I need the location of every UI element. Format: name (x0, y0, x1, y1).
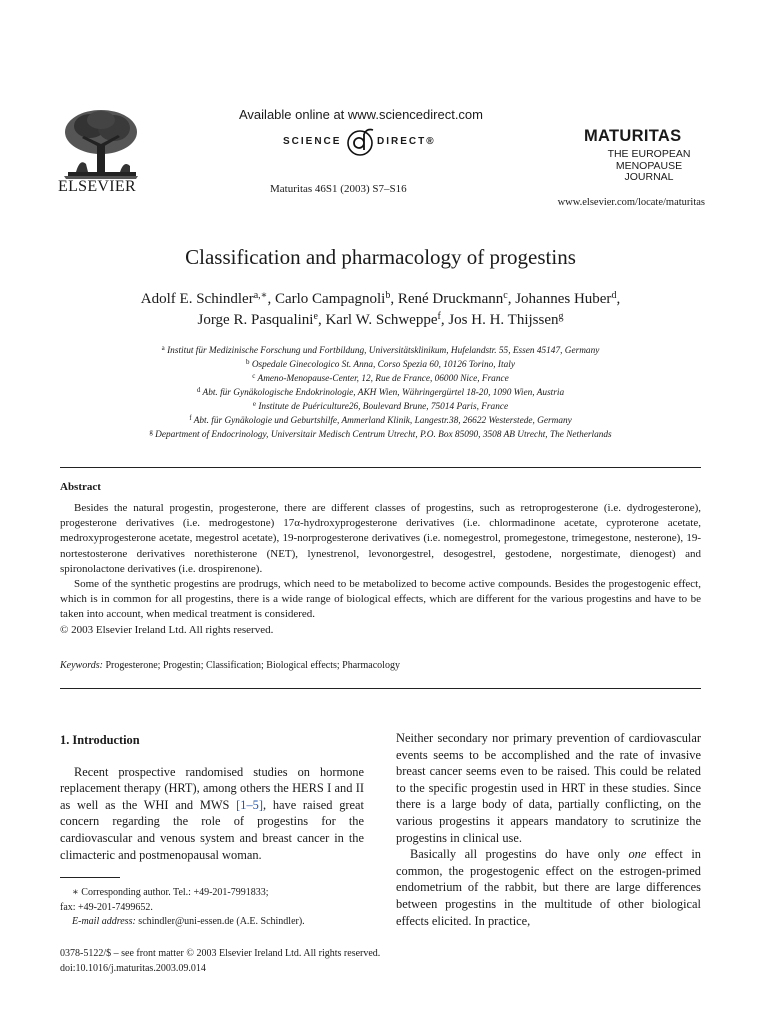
author-list (60, 290, 701, 308)
keywords-list: Progesterone; Progestin; Classification; Biological effects; Pharmacology (105, 660, 400, 671)
publisher-name: ELSEVIER (58, 178, 136, 195)
author-affiliation-mark[interactable]: c (503, 290, 508, 301)
keywords-label: Keywords: (60, 660, 103, 671)
sciencedirect-d-icon (345, 126, 377, 158)
keywords (60, 660, 701, 671)
journal-subtitle-line: MENOPAUSE (615, 159, 683, 172)
author-name: Jorge R. Pasqualini (197, 312, 314, 328)
affiliation-text: Ameno-Menopause-Center, 12, Rue de France, 06000 Nice, France (257, 374, 509, 384)
body-text: Basically all progestins do have only (410, 847, 629, 862)
abstract-bottom-rule (60, 688, 701, 689)
author-separator: , (440, 312, 449, 328)
journal-subtitle (589, 149, 709, 184)
available-online-text: Available online at www.sciencedirect.com (239, 107, 483, 122)
sciencedirect-logo (283, 126, 483, 158)
affiliation-mark: a (161, 344, 165, 352)
body-emphasis: one (628, 847, 647, 862)
author-separator: , (390, 291, 398, 307)
right-column (396, 730, 701, 929)
author-separator: , (616, 291, 621, 307)
journal-url-link[interactable]: www.elsevier.com/locate/maturitas (557, 197, 705, 208)
author-name: Adolf E. Schindler (140, 291, 254, 307)
author-name: Jos H. H. Thijssen (448, 312, 559, 328)
author-name: Karl W. Schweppe (325, 312, 438, 328)
journal-subtitle-line: THE EUROPEAN (607, 148, 691, 160)
body-text: Recent prospective randomised studies on hormone replacement therapy (HRT), among others the HERS I and II as well as the WHI and MWS (60, 764, 364, 812)
affiliation-mark: g (149, 428, 153, 436)
body-paragraph (60, 764, 364, 864)
article-title: Classification and pharmacology of progestins (185, 245, 576, 269)
issn-line: 0378-5122/$ – see front matter © 2003 Elsevier Ireland Ltd. All rights reserved. (60, 948, 381, 959)
elsevier-logo (58, 108, 144, 196)
sd-right-text: DIRECT® (377, 136, 436, 147)
author-affiliation-mark[interactable]: g (558, 311, 564, 322)
affiliation-mark: b (246, 358, 250, 366)
author-affiliation-mark[interactable]: d (611, 290, 617, 301)
email-link[interactable]: schindler@uni-essen.de (A.E. Schindler). (138, 916, 305, 927)
author-name: Carlo Campagnoli (274, 291, 386, 307)
affiliation-text: Department of Endocrinology, Universitair Medisch Centrum Utrecht, P.O. Box 85090, 3508 AB Utrecht, The Netherlands (155, 430, 612, 440)
affiliation-mark: c (252, 372, 256, 380)
abstract-body (60, 501, 701, 638)
journal-citation: Maturitas 46S1 (2003) S7–S16 (270, 183, 407, 195)
abstract-paragraph: Besides the natural progestin, progesterone, there are different classes of progestins, such as retroprogesterone (i.e. dydrogesterone), progesterone derivatives (i.e. medrogestone) 17α-hydroxyprogesterone derivatives (i.e. chlormadinone acetate, cyproterone acetate, medroxyprogesterone acetate, megestrol acetate), 19-norprogesterone derivatives (i.e. nomegestrol, promegestone, trimegestone, nesterone), 19-nortestosterone derivatives norethisterone (NET), lynestrenol, levonorgestrel, desogestrel, gestodene, norgestimate, dienogest) and spironolactone derivatives (i.e. drospirenone). (60, 502, 701, 575)
front-matter-notes (60, 947, 560, 976)
footnote-rule (60, 877, 120, 878)
affiliation-mark: e (252, 400, 256, 408)
body-paragraph (396, 846, 701, 929)
copyright-notice: © 2003 Elsevier Ireland Ltd. All rights reserved. (60, 623, 274, 636)
journal-subtitle-line: JOURNAL (624, 171, 674, 183)
author-affiliation-mark[interactable]: a,∗ (253, 290, 268, 301)
doi-link[interactable]: doi:10.1016/j.maturitas.2003.09.014 (60, 962, 206, 974)
footnote-line: ∗ Corresponding author. Tel.: +49-201-7991833; (72, 887, 269, 898)
body-text: , have raised great concern regarding the role of progestins for the cardiovascular and venous system and breast cancer in the climacteric and postmenopausal woman. (60, 797, 364, 862)
elsevier-tree-icon (60, 108, 142, 180)
author-separator: , (267, 291, 275, 307)
section-heading: 1. Introduction (60, 733, 140, 747)
affiliation-line (60, 425, 701, 442)
email-label: E-mail address: (72, 916, 136, 927)
author-separator: , (507, 291, 516, 307)
affiliation-text: Abt. für Gynäkologische Endokrinologie, AKH Wien, Währingergürtel 18-20, 1090 Wien, Austria (202, 388, 565, 398)
author-affiliation-mark[interactable]: e (313, 311, 318, 322)
footnote (60, 886, 364, 930)
author-name: Johannes Huber (515, 291, 612, 307)
body-text: effect in common, the progestogenic effect on the estrogen-primed endometrium of the rabbit, but there are large differences between progestins in the multitude of other biological effects elicited. In practice, (396, 847, 701, 928)
journal-name: MATURITAS (584, 127, 682, 145)
author-list (60, 311, 701, 329)
author-name: René Druckmann (397, 291, 504, 307)
affiliation-text: Abt. für Gynäkologie und Geburtshilfe, Ammerland Klinik, Langestr.38, 26622 Westerstede, Germany (193, 416, 572, 426)
abstract-heading: Abstract (60, 481, 101, 493)
affiliation-text: Ospedale Ginecologico St. Anna, Corso Spezia 60, 10126 Torino, Italy (251, 360, 515, 370)
affiliation-mark: f (189, 414, 192, 422)
citation-link[interactable]: [1–5] (236, 797, 263, 812)
left-column (60, 732, 364, 863)
affiliation-mark: d (196, 386, 201, 394)
author-separator: , (317, 312, 326, 328)
abstract-top-rule (60, 467, 701, 468)
body-paragraph: Neither secondary nor primary prevention of cardiovascular events seems to be accomplished and the rate of invasive breast cancer seems even to be raised. This could be related to the specific progestin used in HRT in these studies. Since there is a large body of data, partially conflicting, on the various progestins it appears mandatory to scrutinize the progestins in clinical use. (396, 731, 701, 845)
abstract-paragraph: Some of the synthetic progestins are prodrugs, which need to be metabolized to become active compounds. Besides the progestogenic effect, which is in common for all progestins, there is a wide range of biological effects, which are different for the various progestins and have to be taken into account, when medical treatment is considered. (60, 578, 701, 621)
affiliation-text: Institute de Puériculture26, Boulevard Brune, 75014 Paris, France (258, 402, 509, 412)
author-affiliation-mark[interactable]: f (437, 311, 441, 322)
footnote-line: fax: +49-201-7499652. (60, 901, 153, 913)
author-affiliation-mark[interactable]: b (385, 290, 391, 301)
footnote-line (60, 915, 364, 930)
sd-left-text: SCIENCE (283, 136, 342, 147)
affiliation-text: Institut für Medizinische Forschung und Fortbildung, Universitätsklinikum, Hufelandstr. 55, Essen 45147, Germany (167, 346, 600, 356)
